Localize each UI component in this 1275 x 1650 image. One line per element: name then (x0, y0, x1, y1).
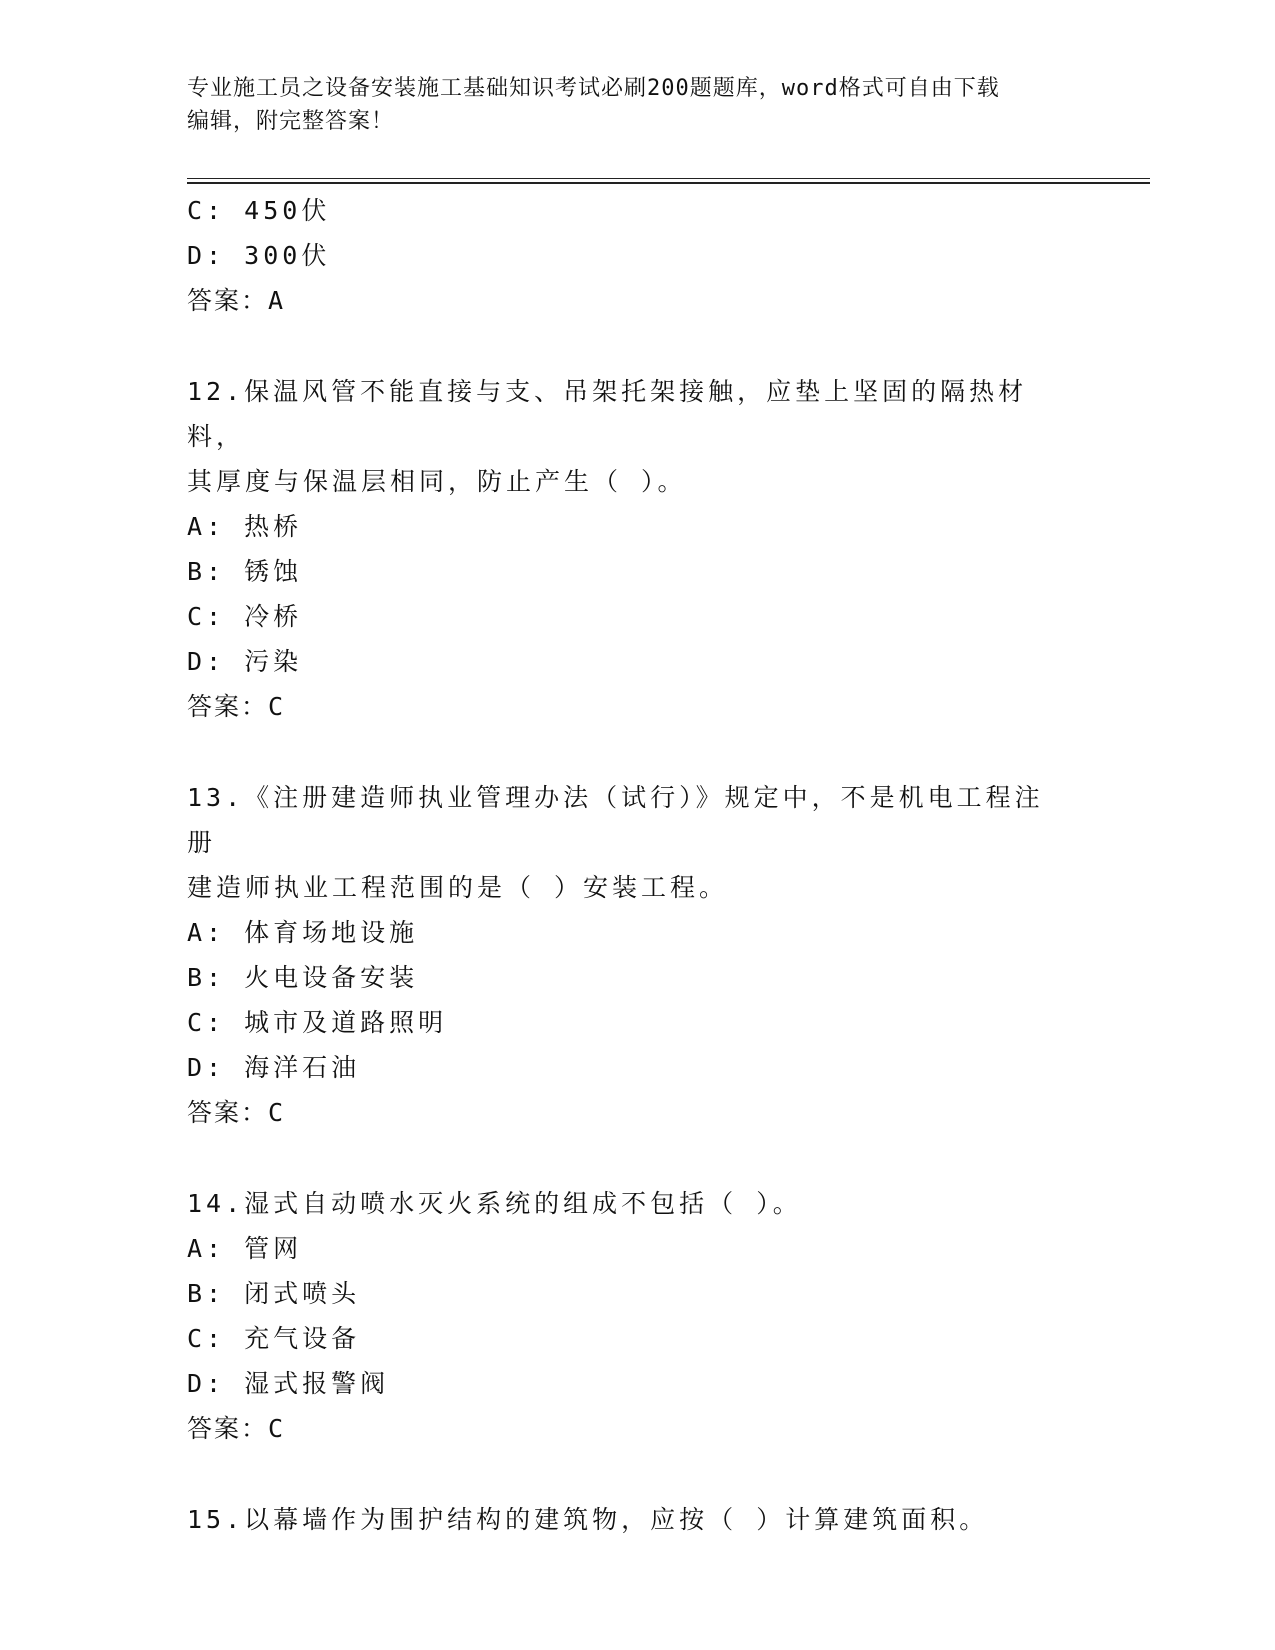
option-a: A: 管网 (187, 1234, 303, 1263)
document-header (187, 72, 1067, 138)
option-c: C: 城市及道路照明 (187, 1008, 448, 1037)
header-divider-thin (187, 178, 1150, 179)
question-text: 15.以幕墙作为围护结构的建筑物，应按（ ）计算建筑面积。 (187, 1505, 989, 1534)
option-d: D: 300伏 (187, 241, 331, 270)
question-text: 13.《注册建造师执业管理办法（试行）》规定中，不是机电工程注册 建造师执业工程范围的是（ ）安装工程。 (187, 783, 1044, 902)
answer-line: 答案：C (187, 692, 286, 721)
option-b: B: 闭式喷头 (187, 1279, 361, 1308)
question-13 (187, 775, 1087, 1135)
answer-line: 答案：C (187, 1098, 286, 1127)
option-d: D: 湿式报警阀 (187, 1369, 390, 1398)
answer-line: 答案：A (187, 286, 286, 315)
header-line-2: 编辑，附完整答案！ (187, 109, 395, 134)
option-d: D: 污染 (187, 647, 303, 676)
option-c: C: 450伏 (187, 196, 331, 225)
question-text: 12.保温风管不能直接与支、吊架托架接触，应垫上坚固的隔热材料， 其厚度与保温层相同，防止产生（ ）。 (187, 377, 1028, 496)
option-a: A: 热桥 (187, 512, 303, 541)
question-12 (187, 369, 1087, 729)
option-d: D: 海洋石油 (187, 1053, 361, 1082)
question-list (187, 188, 1087, 1542)
question-14 (187, 1181, 1087, 1451)
option-c: C: 充气设备 (187, 1324, 361, 1353)
option-b: B: 锈蚀 (187, 557, 303, 586)
previous-question-fragment (187, 188, 1087, 323)
header-divider-thick (187, 182, 1150, 184)
question-15 (187, 1497, 1087, 1542)
answer-line: 答案：C (187, 1414, 286, 1443)
option-b: B: 火电设备安装 (187, 963, 419, 992)
question-text: 14.湿式自动喷水灭火系统的组成不包括（ ）。 (187, 1189, 802, 1218)
option-a: A: 体育场地设施 (187, 918, 419, 947)
option-c: C: 冷桥 (187, 602, 303, 631)
header-line-1: 专业施工员之设备安装施工基础知识考试必刷200题题库，word格式可自由下载 (187, 76, 1000, 101)
